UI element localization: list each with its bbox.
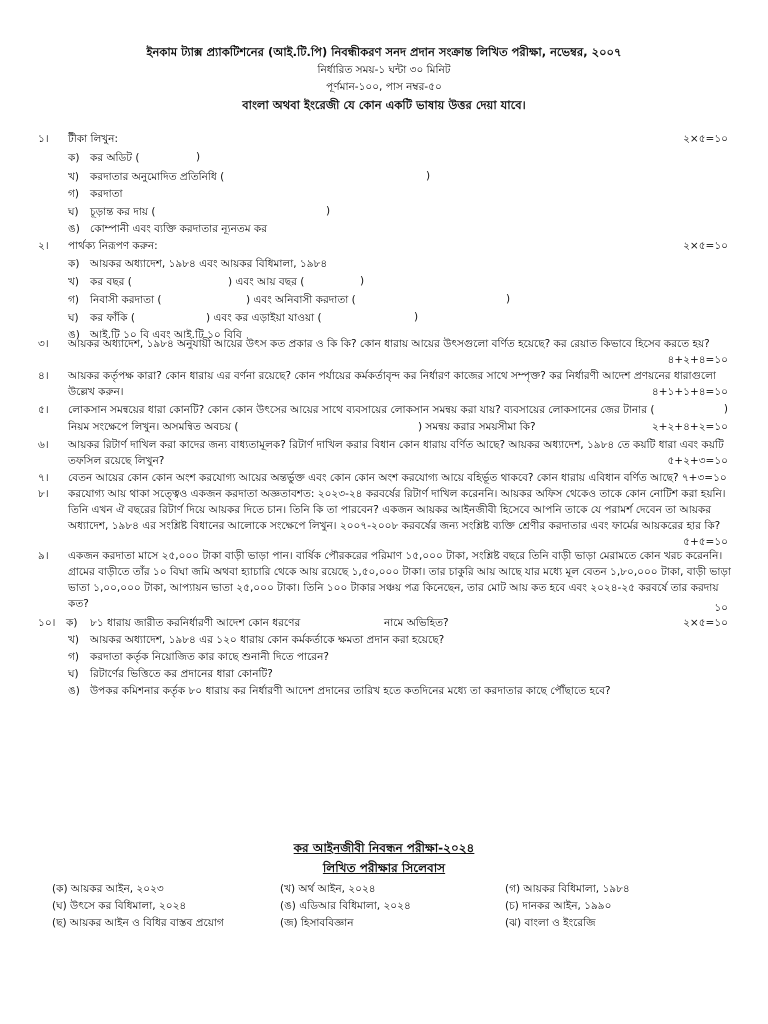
item-label: খ): [68, 276, 79, 288]
syllabus-item: (খ) অর্থ আইন, ২০২৪: [280, 883, 376, 895]
item-label: খ): [68, 171, 79, 183]
item-text: কর অডিট (: [90, 152, 140, 164]
item-text: আয়কর অধ্যাদেশ, ১৯৮৪ এর ১২০ ধারায় কোন কর্মকর্তাকে ক্ষমতা প্রদান করা হয়েছে?: [90, 634, 445, 646]
question-marks: ৫+৫=১০: [683, 536, 728, 548]
q10-item-d: [68, 667, 273, 684]
question-text: কত?: [68, 598, 89, 610]
question-text: আয়কর কর্তৃপক্ষ কারা? কোন ধারায় এর বর্ণনা রয়েছে? কোন পর্যায়ের কর্মকর্তাবৃন্দ কর নির্ধারণ কাজের সাথে সম্পৃক্ত? কর নির্ধারণী আদেশ প্রণয়নের ধারাগুলো: [68, 370, 716, 382]
question-text: গ্রামের বাড়ীতে তাঁর ১০ বিঘা জমি অথবা হ্যাচারি থেকে আয় রয়েছে ১,৫০,০০০ টাকা। তার চাকুরি আয় আছে যার মধ্যে মূল বেতন ১,৮০,০০০ টাকা, বাড়ী ভাড়া: [68, 566, 731, 578]
item-label: ঙ): [68, 223, 80, 235]
item-close: ): [326, 205, 331, 217]
language-note: বাংলা অথবা ইংরেজী যে কোন একটি ভাষায় উত্তর দেয়া যাবে।: [242, 98, 526, 112]
syllabus-item: (ঙ) এডিআর বিধিমালা, ২০২৪: [280, 900, 411, 912]
syllabus-item: (জ) হিসাববিজ্ঞান: [280, 917, 354, 929]
item-label: গ): [68, 294, 79, 306]
question-text: তিনি এখন ঐ বছরের রিটার্ণ দিয়ে আয়কর দিতে চান। তিনি কি তা পারবেন? একজন আয়কর আইনজীবী হিসেবে আপনি তাকে যে পরামর্শ দেবেন তা আয়কর: [68, 504, 712, 516]
question-close: ): [723, 403, 728, 415]
item-text: উপকর কমিশনার কর্তৃক ৮০ ধারায় কর নির্ধারণী আদেশ প্রদানের তারিখ হতে কতদিনের মধ্যে তা করদাতার কাছে পৌঁছাতে হবে?: [90, 685, 611, 697]
item-close: ): [426, 170, 431, 182]
item-text: আই.টি ১০ বি এবং আই.টি ১০ বিবি: [90, 329, 242, 341]
item-label: ঙ): [68, 685, 80, 697]
question-number: ২।: [38, 240, 49, 252]
question-number: ৯।: [38, 550, 49, 562]
item-label: গ): [68, 651, 79, 663]
item-mid: ) এবং অনিবাসী করদাতা (: [246, 294, 356, 306]
q2-item-d: [68, 311, 419, 328]
question-number: ৮।: [38, 488, 49, 500]
item-text: কর ফাঁকি (: [90, 312, 135, 324]
item-text: কোম্পানী এবং ব্যক্তি করদাতার ন্যূনতম কর: [90, 223, 268, 235]
syllabus-item: (ঝ) বাংলা ও ইংরেজি: [505, 917, 596, 929]
exam-time: নির্ধারিত সময়-১ ঘন্টা ৩০ মিনিট: [317, 64, 451, 76]
item-text: করদাতা কর্তৃক নিয়োজিত কার কাছে শুনানী দিতে পারেন?: [90, 651, 329, 663]
question-text: করযোগ্য আয় থাকা সত্ত্বেও একজন করদাতা অজ্ঞতাবশত: ২০২৩-২৪ করবর্ষের রিটার্ণ দাখিল করেননি। আয়কর অফিস থেকেও তাকে কোন নোটিশ করা হয়নি।: [68, 488, 726, 500]
syllabus-item: (ছ) আয়কর আইন ও বিধির বাস্তব প্রয়োগ: [52, 917, 224, 929]
question-number: ৪।: [38, 370, 49, 382]
syllabus-item: (ক) আয়কর আইন, ২০২৩: [52, 883, 164, 895]
question-number: ১।: [38, 133, 49, 145]
item-label: ক): [68, 152, 80, 164]
q2-item-c: [68, 293, 511, 310]
item-label: খ): [68, 634, 79, 646]
item-close: ): [196, 151, 201, 163]
question-text: ) সমন্বয় করার সময়সীমা কি?: [418, 421, 536, 433]
question-text: পার্থক্য নিরূপণ করুন:: [68, 240, 158, 252]
item-label: গ): [68, 188, 79, 200]
question-marks: ২+২+৪+২=১০: [651, 421, 728, 433]
question-number: ৩।: [38, 338, 49, 350]
q1-item-c: [68, 187, 123, 204]
question-marks: ২×৫=১০: [683, 617, 728, 629]
q10-item-c: [68, 650, 329, 667]
q2-item-a: [68, 257, 328, 274]
item-text: কর বছর (: [90, 276, 132, 288]
question-text: তফসিল রয়েছে লিখুন?: [68, 455, 165, 467]
item-text: ৮১ ধারায় জারীত করনির্ধারণী আদেশ কোন ধরণের: [90, 617, 301, 629]
item-text: আয়কর অধ্যাদেশ, ১৯৮৪ এবং আয়কর বিধিমালা, ১৯৮৪: [90, 258, 328, 270]
item-label: ঘ): [68, 312, 79, 324]
question-text: নিয়ম সংক্ষেপে লিখুন। অসমন্বিত অবচয় (: [68, 421, 239, 433]
question-text: অধ্যাদেশ, ১৯৮৪ এর সংশ্লিষ্ট বিধানের আলোকে সংক্ষেপে লিখুন। ২০০৭-২০০৮ করবর্ষের জন্য সংশ্লিষ্ট ব্যক্তি শ্রেণীর করদাতার এবং ফার্মের আয়করের হার কি?: [68, 520, 721, 532]
q10-item-b: [68, 633, 445, 650]
question-marks: ২×৫=১০: [683, 240, 728, 252]
item-text: নিবাসী করদাতা (: [90, 294, 162, 306]
q1-item-e: [68, 222, 268, 239]
item-label: ক): [68, 258, 80, 270]
question-text: টীকা লিখুন:: [68, 133, 118, 145]
item-close: ): [414, 311, 419, 323]
item-label: ঘ): [68, 206, 79, 218]
question-number: ৭।: [38, 472, 49, 484]
item-label: ক): [66, 617, 78, 629]
question-marks: ৪+১+১+৪=১০: [651, 386, 728, 398]
question-text: একজন করদাতা মাসে ২৫,০০০ টাকা বাড়ী ভাড়া পান। বার্ষিক পৌরকরের পরিমাণ ১৫,০০০ টাকা, সংশ্লিষ্ট বছরে তিনি বাড়ী ভাড়া মেরামতে কোন খরচ করেননি।: [68, 550, 723, 562]
exam-title: ইনকাম ট্যাক্স প্র্যাকটিশনের (আই.টি.পি) নিবন্ধীকরণ সনদ প্রদান সংক্রান্ত লিখিত পরীক্ষা, নভেম্বর, ২০০৭: [146, 45, 622, 59]
item-text: করদাতা: [90, 188, 123, 200]
question-number: ৫।: [38, 404, 49, 416]
q1-item-a: [68, 151, 201, 168]
question-text: উল্লেখ করুন।: [68, 386, 124, 398]
item-text: রিটার্ণের ভিত্তিতে কর প্রদানের ধারা কোনটি?: [90, 668, 273, 680]
q10-item-e: [68, 684, 611, 701]
q2-item-b: [68, 275, 365, 292]
syllabus-subtitle: লিখিত পরীক্ষার সিলেবাস: [322, 861, 446, 875]
item-mid: নামে অভিহিত?: [384, 617, 449, 629]
item-label: ঘ): [68, 668, 79, 680]
item-text: করদাতার অনুমোদিত প্রতিনিধি (: [90, 171, 225, 183]
question-marks: ৫+২+৩=১০: [667, 455, 728, 467]
question-number: ১০।: [38, 617, 56, 629]
question-marks: ২×৫=১০: [683, 133, 728, 145]
q1-item-d: [68, 205, 331, 222]
syllabus-title: কর আইনজীবী নিবন্ধন পরীক্ষা-২০২৪: [293, 841, 475, 855]
question-text: আয়কর অধ্যাদেশ, ১৯৮৪ অনুযায়ী আয়ের উৎস কত প্রকার ও কি কি? কোন ধারায় আয়ের উৎসগুলো বর্ণিত হয়েছে? কর রেয়াত কিভাবে হিসেব করতে হয়?: [68, 338, 710, 350]
question-number: ৬।: [38, 439, 49, 451]
question-text: ভাতা ১,০০,০০০ টাকা, আপ্যায়ন ভাতা ২৫,০০০ টাকা। তিনি ১০০ টাকার সঞ্চয় পত্র কিনেছেন, তার মোট আয় কত হবে এবং ২০২৪-২৫ করবর্ষে তার করদায়: [68, 582, 719, 594]
question-text: আয়কর রিটার্ণ দাখিল করা কাদের জন্য বাধ্যতামূলক? রিটার্ণ দাখিল করার বিধান কোন ধারায় বর্ণিত আছে? আয়কর অধ্যাদেশ, ১৯৮৪ তে কয়টি ধারা এবং কয়টি: [68, 439, 724, 451]
item-text: চূড়ান্ত কর দায় (: [90, 206, 156, 218]
item-close: ): [360, 275, 365, 287]
question-text: লোকসান সমন্বয়ের ধারা কোনটি? কোন কোন উৎসের আয়ের সাথে ব্যবসায়ের লোকসান সমন্বয় করা যায়? ব্যবসায়ের লোকসানের জের টানার (: [68, 404, 655, 416]
exam-marks: পূর্ণমান-১০০, পাস নম্বর-৫০: [326, 81, 442, 93]
syllabus-item: (ঘ) উৎসে কর বিধিমালা, ২০২৪: [52, 900, 187, 912]
question-marks: ১০: [714, 602, 728, 614]
item-mid: ) এবং কর এড়াইয়া যাওয়া (: [206, 312, 322, 324]
q1-item-b: [68, 170, 431, 187]
syllabus-item: (চ) দানকর আইন, ১৯৯০: [505, 900, 612, 912]
item-mid: ) এবং আয় বছর (: [228, 276, 305, 288]
item-close: ): [506, 293, 511, 305]
question-marks: ৪+২+৪=১০: [667, 354, 728, 366]
syllabus-item: (গ) আয়কর বিধিমালা, ১৯৮৪: [505, 883, 630, 895]
question-text: বেতন আয়ের কোন কোন অংশ করযোগ্য আয়ের অন্তর্ভুক্ত এবং কোন কোন অংশ করযোগ্য আয়ে বহির্ভূত থাকবে? কোন ধারায় এবিধান বর্ণিত আছে? ৭+৩=১০: [68, 472, 727, 484]
item-label: ঙ): [68, 329, 80, 341]
